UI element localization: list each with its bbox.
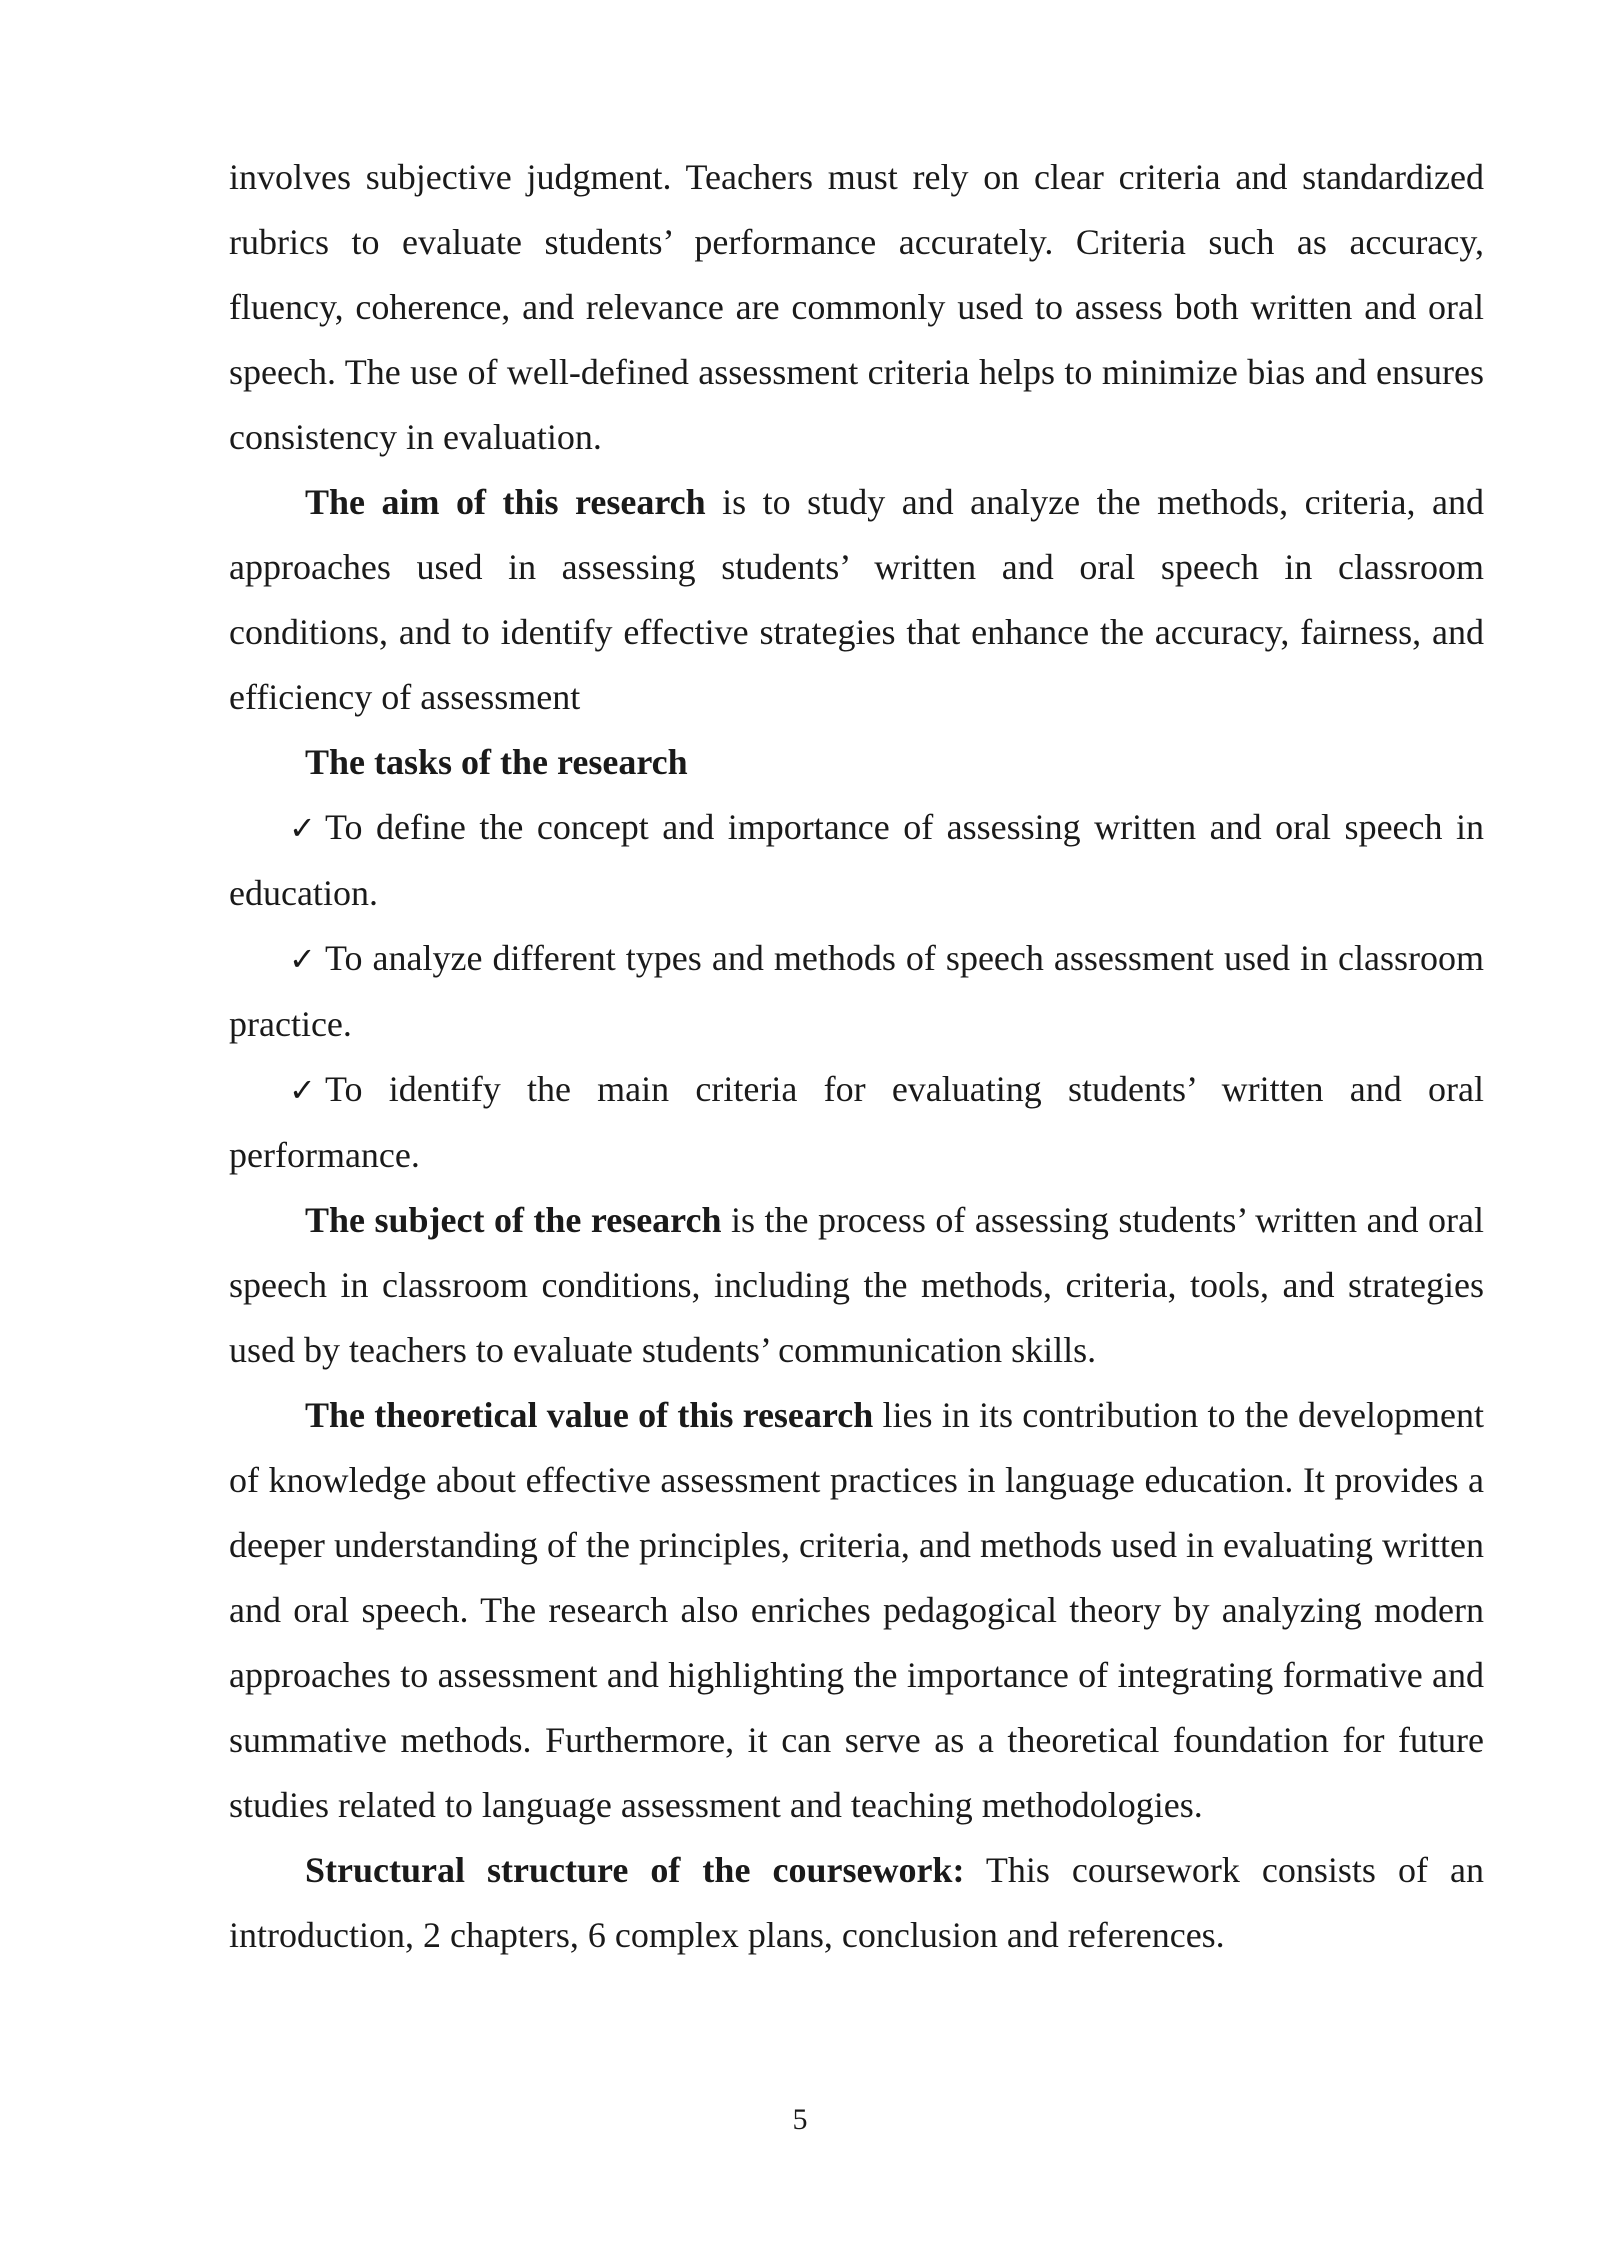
- task-item: [229, 1057, 1484, 1188]
- structure-paragraph: [229, 1838, 1484, 1968]
- aim-paragraph: [229, 470, 1484, 730]
- aim-text: is to study and analyze the methods, criteria, and approaches used in assessing students’ written and oral speech in classroom conditions, and to identify effective strategies that enhance the accuracy, fairness, and efficiency of assessment: [229, 482, 1484, 717]
- checkmark-icon: ✓: [289, 809, 316, 847]
- structure-label: Structural structure of the coursework:: [305, 1850, 965, 1890]
- subject-text: is the process of assessing students’ written and oral speech in classroom conditions, including the methods, criteria, tools, and strategies used by teachers to evaluate students’ communication skills.: [229, 1200, 1484, 1370]
- structure-text: This coursework consists of an introduction, 2 chapters, 6 complex plans, conclusion and references.: [229, 1850, 1484, 1955]
- task-item-text: To analyze different types and methods of speech assessment used in classroom practice.: [229, 938, 1484, 1044]
- aim-label: The aim of this research: [305, 482, 706, 522]
- task-item: [229, 795, 1484, 926]
- theoretical-value-text: lies in its contribution to the development of knowledge about effective assessment practices in language education. It provides a deeper understanding of the principles, criteria, and methods used in evaluating written and oral speech. The research also enriches pedagogical theory by analyzing modern approaches to assessment and highlighting the importance of integrating formative and summative methods. Furthermore, it can serve as a theoretical foundation for future studies related to language assessment and teaching methodologies.: [229, 1395, 1484, 1825]
- tasks-heading: The tasks of the research: [305, 742, 688, 782]
- checkmark-icon: ✓: [289, 940, 316, 978]
- task-item-text: To identify the main criteria for evaluating students’ written and oral performance.: [229, 1069, 1484, 1175]
- page-body: [229, 145, 1484, 1968]
- page-number: 5: [792, 2103, 808, 2136]
- subject-paragraph: [229, 1188, 1484, 1383]
- task-item: [229, 926, 1484, 1057]
- theoretical-value-paragraph: [229, 1383, 1484, 1838]
- subject-label: The subject of the research: [305, 1200, 722, 1240]
- intro-paragraph: involves subjective judgment. Teachers must rely on clear criteria and standardized rubrics to evaluate students’ performance accurately. Criteria such as accuracy, fluency, coherence, and relevance are commonly used to assess both written and oral speech. The use of well-defined assessment criteria helps to minimize bias and ensures consistency in evaluation.: [229, 157, 1484, 457]
- task-item-text: To define the concept and importance of assessing written and oral speech in education.: [229, 807, 1484, 913]
- checkmark-icon: ✓: [289, 1071, 316, 1109]
- theoretical-value-label: The theoretical value of this research: [305, 1395, 874, 1435]
